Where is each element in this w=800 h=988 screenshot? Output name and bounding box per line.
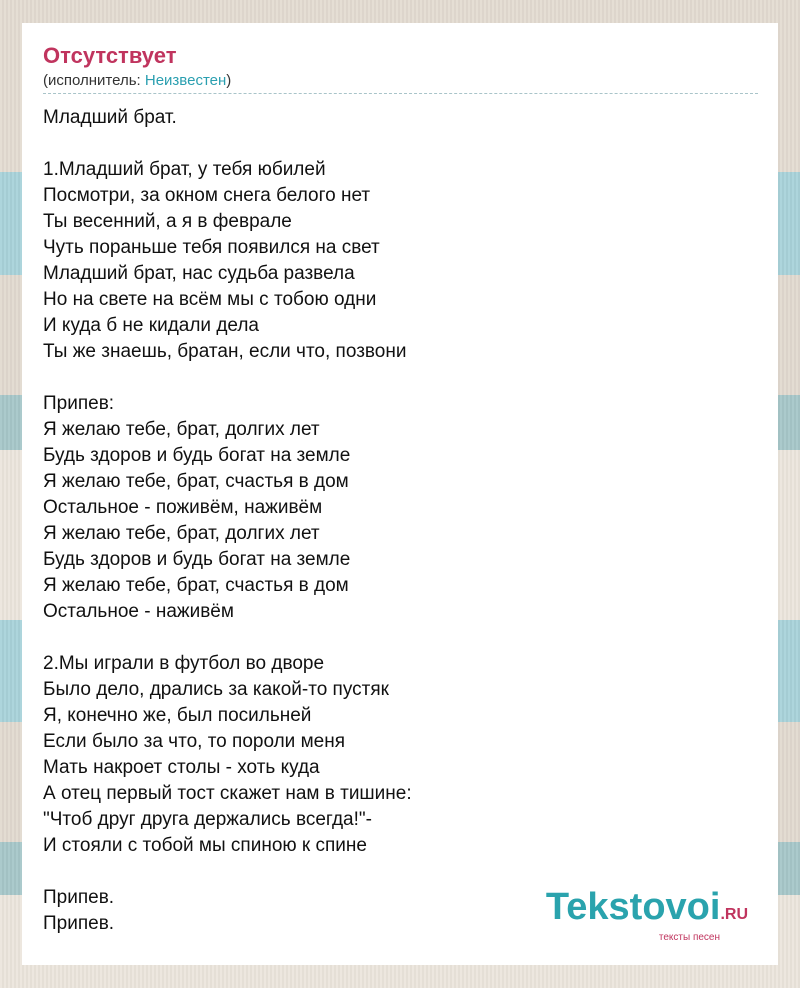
performer-suffix: ) (226, 72, 232, 89)
performer-line (43, 71, 758, 94)
lyric-line: Будь здоров и будь богат на земле (43, 549, 351, 570)
site-logo[interactable] (546, 888, 748, 943)
lyric-line: Ты же знаешь, братан, если что, позвони (43, 341, 407, 362)
lyric-blank-line (43, 131, 758, 157)
lyric-line: 1.Младший брат, у тебя юбилей (43, 159, 326, 180)
lyric-blank-line (43, 625, 758, 651)
lyric-line: 2.Мы играли в футбол во дворе (43, 653, 325, 674)
performer-prefix: (исполнитель: (43, 72, 145, 89)
lyric-line: Остальное - поживём, наживём (43, 497, 323, 518)
lyric-blank-line (43, 859, 758, 885)
lyric-line: Припев. (43, 913, 115, 934)
logo-domain: .RU (720, 906, 748, 923)
lyric-line: Я желаю тебе, брат, долгих лет (43, 523, 320, 544)
lyric-line: Я желаю тебе, брат, счастья в дом (43, 471, 349, 492)
lyric-line: Младший брат, нас судьба развела (43, 263, 355, 284)
lyric-line: Было дело, дрались за какой-то пустяк (43, 679, 389, 700)
lyric-line: Припев: (43, 393, 115, 414)
lyric-line: Но на свете на всём мы с тобою одни (43, 289, 377, 310)
lyric-line: Будь здоров и будь богат на земле (43, 445, 351, 466)
logo-tagline: тексты песен (658, 932, 720, 943)
lyric-line: "Чтоб друг друга держались всегда!"- (43, 809, 372, 830)
song-title: Отсутствует (43, 43, 177, 68)
lyric-line: Чуть пораньше тебя появился на свет (43, 237, 380, 258)
lyric-blank-line (43, 365, 758, 391)
lyric-line: Я желаю тебе, брат, долгих лет (43, 419, 320, 440)
lyric-line: Мать накроет столы - хоть куда (43, 757, 320, 778)
lyric-line: Я, конечно же, был посильней (43, 705, 312, 726)
lyric-line: И стояли с тобой мы спиною к спине (43, 835, 367, 856)
lyric-line: Если было за что, то пороли меня (43, 731, 345, 752)
lyric-line: Ты весенний, а я в феврале (43, 211, 292, 232)
lyric-line: Посмотри, за окном снега белого нет (43, 185, 371, 206)
lyric-line: А отец первый тост скажет нам в тишине: (43, 783, 412, 804)
lyric-line: И куда б не кидали дела (43, 315, 259, 336)
lyric-line: Остальное - наживём (43, 601, 234, 622)
lyric-line: Я желаю тебе, брат, счастья в дом (43, 575, 349, 596)
performer-link[interactable]: Неизвестен (144, 72, 227, 89)
lyric-line: Припев. (43, 887, 115, 908)
lyrics-card (22, 23, 778, 965)
lyric-line: Младший брат. (43, 107, 177, 128)
logo-text: Tekstovoi (545, 886, 721, 928)
lyrics-body (43, 105, 758, 937)
